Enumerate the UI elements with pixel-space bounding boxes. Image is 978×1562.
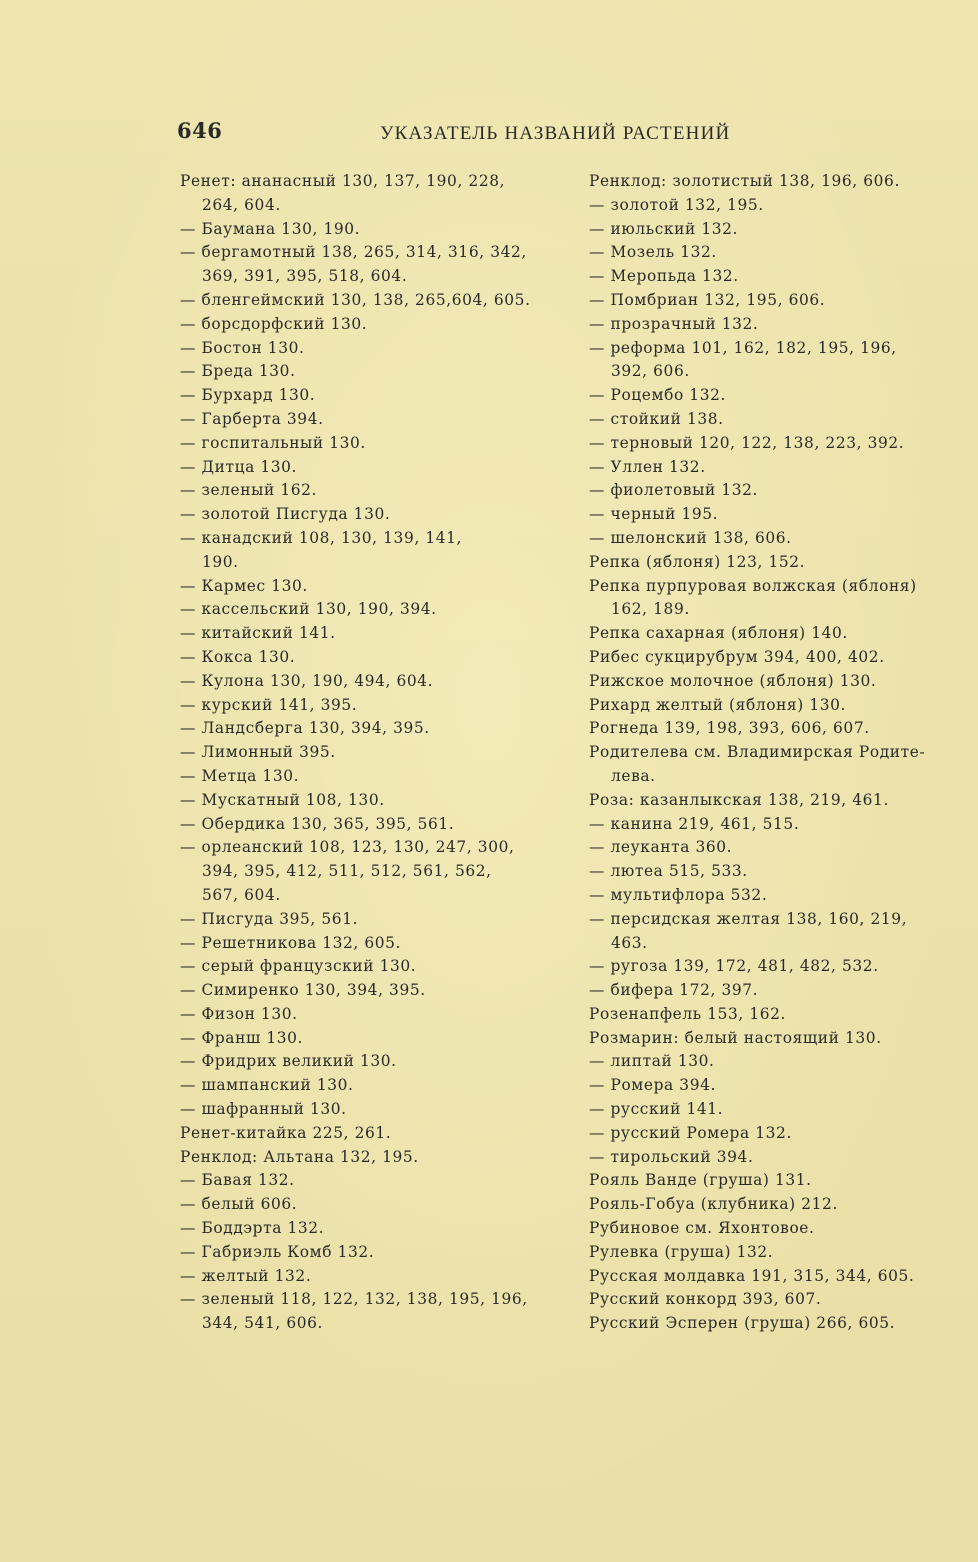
index-entry: — канадский 108, 130, 139, 141, (180, 528, 462, 547)
index-entry: — Дитца 130. (180, 457, 298, 476)
index-entry: — Мозель 132. (589, 243, 717, 262)
index-entry-continuation: 394, 395, 412, 511, 512, 561, 562, (202, 862, 492, 881)
index-entry: — Бавая 132. (180, 1171, 295, 1190)
index-entry: — госпитальный 130. (180, 433, 366, 452)
index-entry: — Обердика 130, 365, 395, 561. (180, 814, 455, 833)
index-entry: — серый французский 130. (180, 957, 417, 976)
index-column-left (180, 170, 570, 1336)
index-entry: — Меропьда 132. (589, 267, 739, 286)
index-entry: — русский Ромера 132. (589, 1123, 792, 1142)
index-entry: Рибес сукцирубрум 394, 400, 402. (589, 647, 885, 666)
index-entry: — шампанский 130. (180, 1076, 354, 1095)
index-entry-continuation: 344, 541, 606. (202, 1314, 323, 1333)
index-entry: — Фридрих великий 130. (180, 1052, 397, 1071)
index-entry: — Роцембо 132. (589, 386, 726, 405)
index-entry: — Лимонный 395. (180, 743, 336, 762)
index-entry: — орлеанский 108, 123, 130, 247, 300, (180, 838, 515, 857)
index-entry: — бифера 172, 397. (589, 981, 759, 1000)
index-entry: Розенапфель 153, 162. (589, 1004, 787, 1023)
index-entry: — Кокса 130. (180, 647, 296, 666)
index-entry: — фиолетовый 132. (589, 481, 759, 500)
index-entry: — Уллен 132. (589, 457, 706, 476)
index-entry: Роза: казанлыкская 138, 219, 461. (589, 790, 889, 809)
index-entry-continuation: лева. (611, 766, 656, 785)
index-entry: Русский конкорд 393, 607. (589, 1290, 822, 1309)
index-entry: — прозрачный 132. (589, 314, 759, 333)
index-entry-continuation: 392, 606. (611, 362, 690, 381)
index-entry: — Писгуда 395, 561. (180, 909, 359, 928)
index-entry-continuation: 463. (611, 933, 648, 952)
index-entry-continuation: 567, 604. (202, 885, 281, 904)
index-entry: Русский Эсперен (груша) 266, 605. (589, 1314, 896, 1333)
index-entry: — черный 195. (589, 505, 719, 524)
index-entry: — Габриэль Комб 132. (180, 1242, 375, 1261)
index-entry: — Метца 130. (180, 766, 300, 785)
index-entry: — мультифлора 532. (589, 885, 768, 904)
index-entry: Родителева см. Владимирская Родите- (589, 743, 926, 762)
index-entry: — Кулона 130, 190, 494, 604. (180, 671, 434, 690)
index-entry: — золотой Писгуда 130. (180, 505, 391, 524)
index-entry: — белый 606. (180, 1195, 298, 1214)
index-entry: — Ландсберга 130, 394, 395. (180, 719, 430, 738)
index-entry: Репка пурпуровая волжская (яблоня) (589, 576, 917, 595)
index-entry: Ренклод: Альтана 132, 195. (180, 1147, 419, 1166)
index-entry: — Бреда 130. (180, 362, 296, 381)
index-entry: — стойкий 138. (589, 409, 724, 428)
page-number: 646 (177, 118, 223, 143)
index-entry: Рогнеда 139, 198, 393, 606, 607. (589, 719, 870, 738)
index-entry: Репка (яблоня) 123, 152. (589, 552, 806, 571)
index-entry: Ренклод: золотистый 138, 196, 606. (589, 172, 900, 190)
index-entry: — Мускатный 108, 130. (180, 790, 385, 809)
index-entry: — липтай 130. (589, 1052, 715, 1071)
index-entry: — персидская желтая 138, 160, 219, (589, 909, 908, 928)
index-entry: — тирольский 394. (589, 1147, 754, 1166)
index-column-right (589, 170, 959, 1336)
index-entry: — Баумана 130, 190. (180, 219, 361, 238)
index-entry: — Физон 130. (180, 1004, 298, 1023)
index-entry-continuation: 190. (202, 552, 239, 571)
index-entry: Рубиновое см. Яхонтовое. (589, 1219, 815, 1238)
index-entry: Рижское молочное (яблоня) 130. (589, 671, 877, 690)
index-entry: — шафранный 130. (180, 1100, 347, 1119)
index-entry: Ренет-китайка 225, 261. (180, 1123, 392, 1142)
index-entry: — китайский 141. (180, 624, 336, 643)
index-entry: — ругоза 139, 172, 481, 482, 532. (589, 957, 879, 976)
index-entry: — Боддэрта 132. (180, 1219, 325, 1238)
page-header (177, 118, 777, 148)
index-entry: — терновый 120, 122, 138, 223, 392. (589, 433, 905, 452)
index-entry: — зеленый 118, 122, 132, 138, 195, 196, (180, 1290, 528, 1309)
index-entry: — реформа 101, 162, 182, 195, 196, (589, 338, 897, 357)
index-entry: — шелонский 138, 606. (589, 528, 792, 547)
index-entry: — бленгеймский 130, 138, 265,604, 605. (180, 290, 531, 309)
index-entry: Русская молдавка 191, 315, 344, 605. (589, 1266, 915, 1285)
index-entry: — Кармес 130. (180, 576, 308, 595)
index-entry: — кассельский 130, 190, 394. (180, 600, 437, 619)
index-entry: Репка сахарная (яблоня) 140. (589, 624, 848, 643)
index-entry: — курский 141, 395. (180, 695, 358, 714)
index-entry: — желтый 132. (180, 1266, 312, 1285)
index-entry: Рихард желтый (яблоня) 130. (589, 695, 847, 714)
index-entry: Рояль-Гобуа (клубника) 212. (589, 1195, 838, 1214)
index-entry: — Помбриан 132, 195, 606. (589, 290, 826, 309)
index-entry: Ренет: ананасный 130, 137, 190, 228, (180, 172, 506, 190)
index-entry-continuation: 264, 604. (202, 195, 281, 214)
index-entry: — лютеа 515, 533. (589, 862, 748, 881)
index-entry-continuation: 162, 189. (611, 600, 690, 619)
index-entry-continuation: 369, 391, 395, 518, 604. (202, 267, 408, 286)
index-entry: — бергамотный 138, 265, 314, 316, 342, (180, 243, 527, 262)
index-entry: — Симиренко 130, 394, 395. (180, 981, 426, 1000)
index-entry: — Франш 130. (180, 1028, 304, 1047)
index-entry: Розмарин: белый настоящий 130. (589, 1028, 882, 1047)
index-entry: — Решетникова 132, 605. (180, 933, 402, 952)
index-entry: — Ромера 394. (589, 1076, 716, 1095)
index-entry: — зеленый 162. (180, 481, 317, 500)
index-entry: — леуканта 360. (589, 838, 733, 857)
index-entry: — канина 219, 461, 515. (589, 814, 800, 833)
index-entry: — золотой 132, 195. (589, 195, 764, 214)
running-title: УКАЗАТЕЛЬ НАЗВАНИЙ РАСТЕНИЙ (380, 123, 731, 144)
index-entry: Рулевка (груша) 132. (589, 1242, 774, 1261)
index-entry: — Бостон 130. (180, 338, 305, 357)
index-entry: — июльский 132. (589, 219, 739, 238)
index-entry: — русский 141. (589, 1100, 724, 1119)
index-entry: Рояль Ванде (груша) 131. (589, 1171, 812, 1190)
index-entry: — Бурхард 130. (180, 386, 316, 405)
index-entry: — Гарберта 394. (180, 409, 324, 428)
index-entry: — борсдорфский 130. (180, 314, 368, 333)
